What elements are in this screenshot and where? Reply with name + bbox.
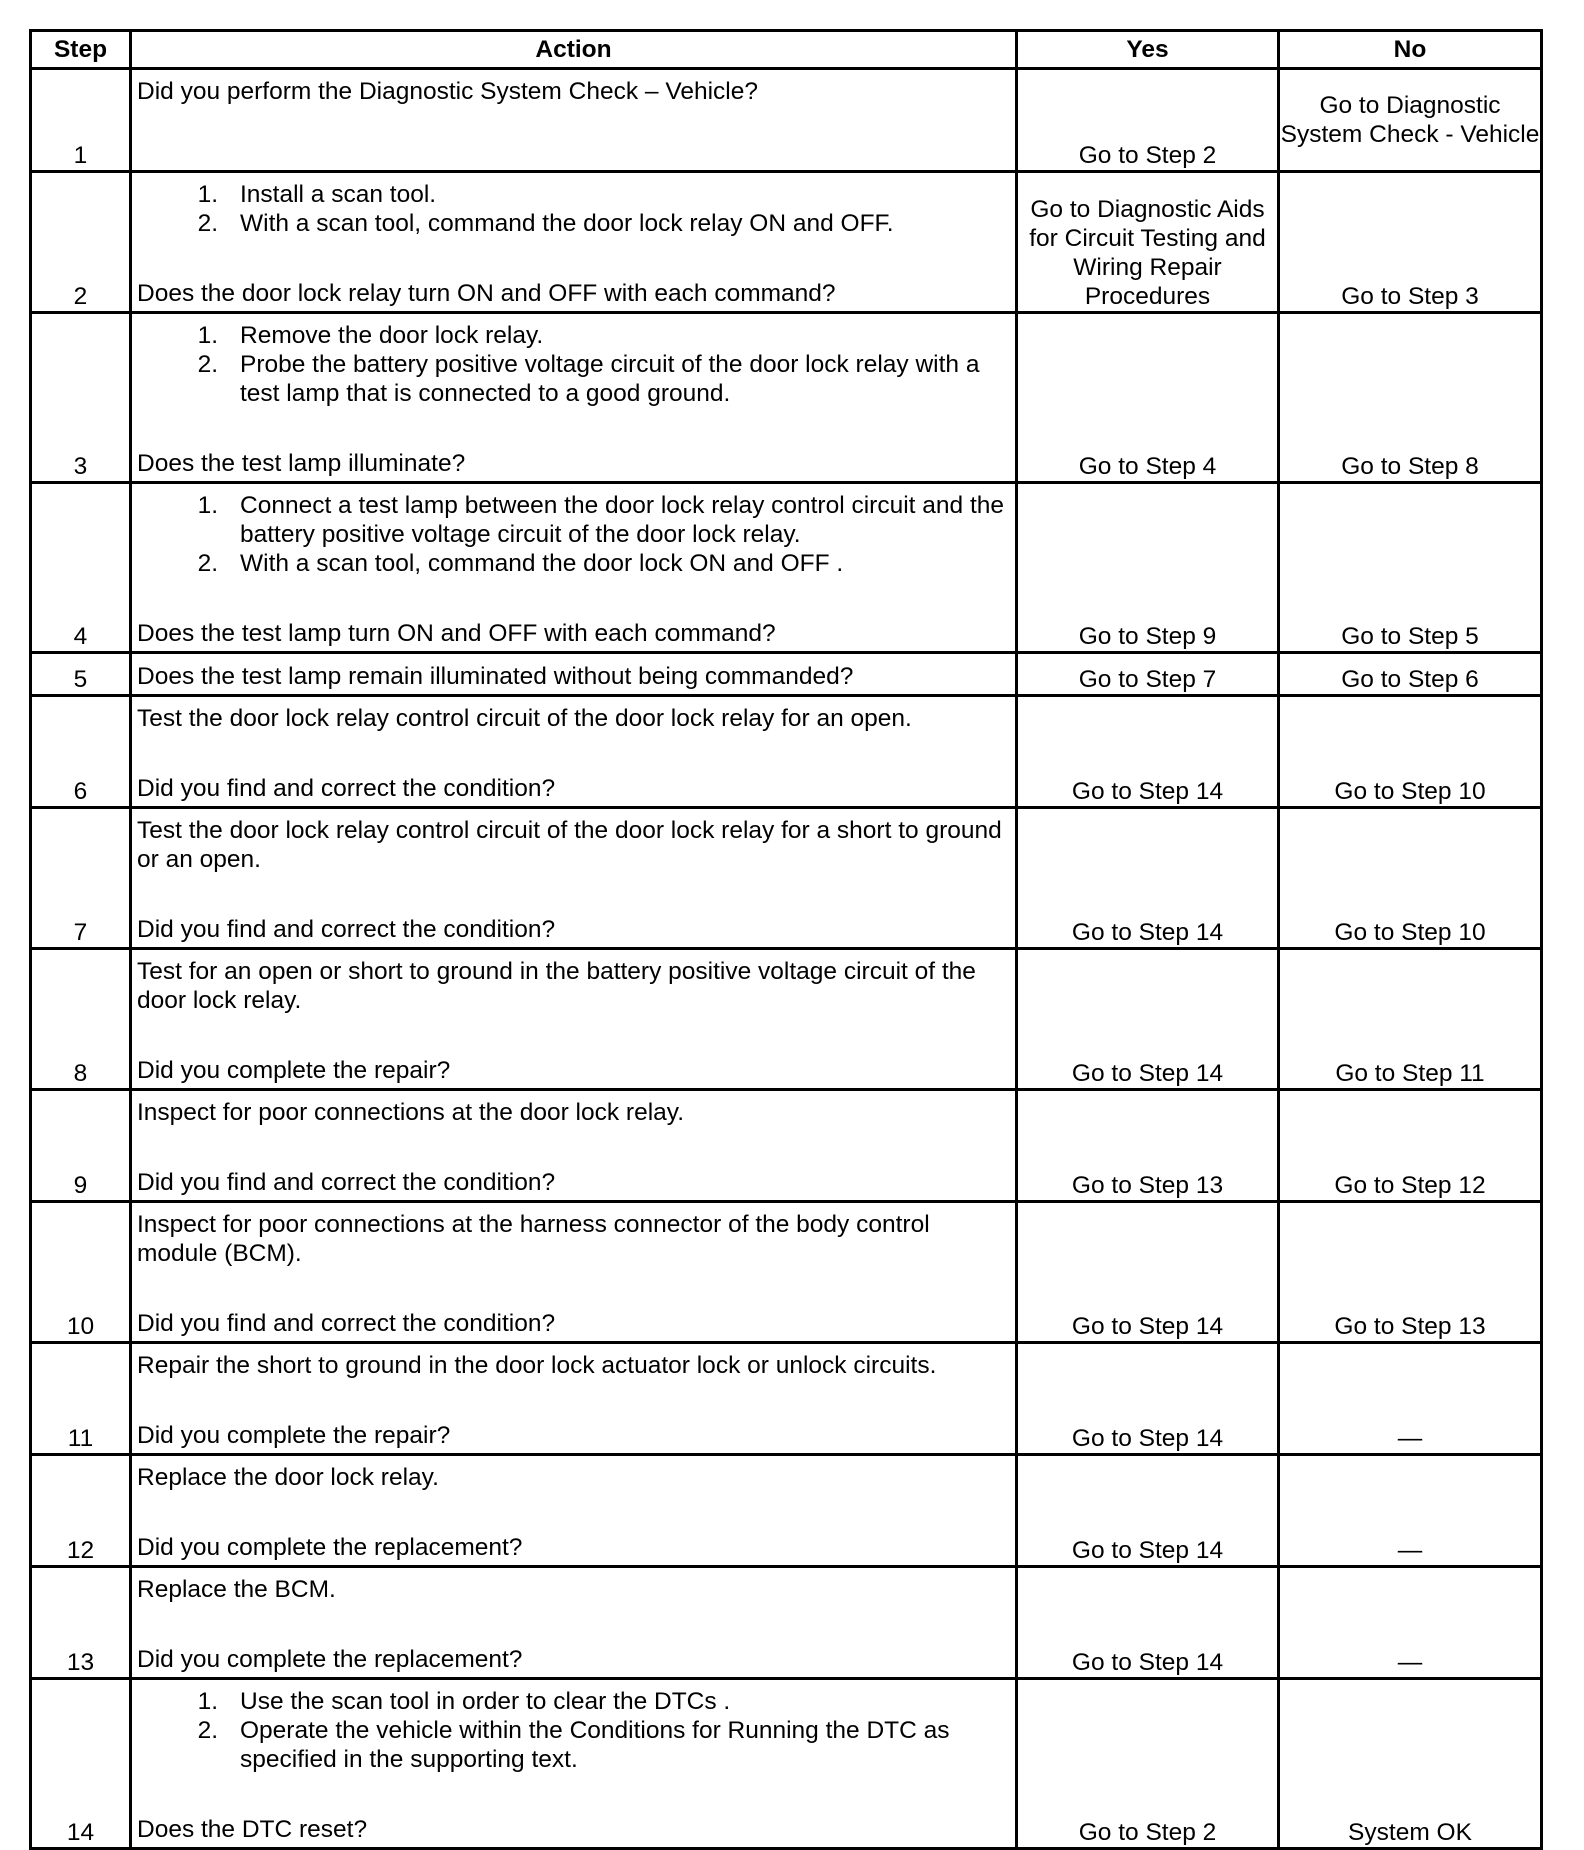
action-cell xyxy=(131,1090,1017,1202)
yes-result: Go to Step 13 xyxy=(1017,1090,1279,1202)
diagnostic-table xyxy=(29,29,1543,1850)
action-question: Did you complete the replacement? xyxy=(137,1534,523,1561)
action-content xyxy=(132,176,1015,311)
list-item-number: 1. xyxy=(197,322,218,349)
yes-result: Go to Step 14 xyxy=(1017,1343,1279,1455)
action-cell xyxy=(131,1455,1017,1567)
action-cell xyxy=(131,172,1017,313)
list-item-text: Install a scan tool. xyxy=(240,181,437,208)
action-content xyxy=(132,953,1015,1088)
action-cell xyxy=(131,1202,1017,1343)
action-content xyxy=(132,700,1015,806)
action-instructions xyxy=(137,1575,1007,1604)
no-result: Go to Step 12 xyxy=(1279,1090,1542,1202)
action-content xyxy=(132,317,1015,481)
list-item-number: 2. xyxy=(197,550,218,577)
list-item xyxy=(137,549,1007,578)
action-content xyxy=(132,1571,1015,1677)
yes-result: Go to Step 14 xyxy=(1017,696,1279,808)
yes-result: Go to Step 14 xyxy=(1017,1202,1279,1343)
action-steps-list xyxy=(137,180,1007,238)
action-content xyxy=(132,1459,1015,1565)
list-item-text: Probe the battery positive voltage circuit of the door lock relay with a test lamp that is connected to a good ground. xyxy=(240,351,980,407)
action-instructions xyxy=(137,1351,1007,1380)
step-number: 9 xyxy=(31,1090,131,1202)
action-instructions xyxy=(137,1098,1007,1127)
step-number: 10 xyxy=(31,1202,131,1343)
list-item-text: Use the scan tool in order to clear the DTCs . xyxy=(240,1688,731,1715)
step-number: 1 xyxy=(31,69,131,172)
action-instructions xyxy=(137,491,1007,578)
step-number: 2 xyxy=(31,172,131,313)
action-steps-list xyxy=(137,491,1007,578)
action-question: Does the test lamp remain illuminated without being commanded? xyxy=(137,663,854,690)
list-item-number: 1. xyxy=(197,492,218,519)
action-cell xyxy=(131,696,1017,808)
action-text: Inspect for poor connections at the harness connector of the body control module (BCM). xyxy=(137,1211,930,1267)
action-content xyxy=(132,73,1015,170)
action-cell xyxy=(131,653,1017,696)
list-item xyxy=(137,209,1007,238)
action-cell xyxy=(131,1343,1017,1455)
table-row xyxy=(31,172,1542,313)
action-content xyxy=(132,657,1015,694)
header-no: No xyxy=(1279,31,1542,69)
action-cell xyxy=(131,69,1017,172)
action-question: Did you find and correct the condition? xyxy=(137,1310,556,1337)
step-number: 6 xyxy=(31,696,131,808)
action-instructions xyxy=(137,704,1007,733)
list-item-number: 1. xyxy=(197,181,218,208)
yes-result: Go to Step 14 xyxy=(1017,1455,1279,1567)
no-result: Go to Step 8 xyxy=(1279,313,1542,483)
action-content xyxy=(132,1683,1015,1847)
action-question: Did you find and correct the condition? xyxy=(137,916,556,943)
no-result: Go to Step 13 xyxy=(1279,1202,1542,1343)
list-item-number: 2. xyxy=(197,210,218,237)
action-question: Does the test lamp illuminate? xyxy=(137,450,466,477)
action-cell xyxy=(131,313,1017,483)
list-item-text: With a scan tool, command the door lock ON and OFF . xyxy=(240,550,844,577)
no-result: Go to Diagnostic System Check - Vehicle xyxy=(1279,69,1542,172)
yes-result: Go to Step 9 xyxy=(1017,483,1279,653)
action-instructions xyxy=(137,180,1007,238)
list-item xyxy=(137,491,1007,549)
no-result: — xyxy=(1279,1343,1542,1455)
table-body xyxy=(31,69,1542,1849)
action-question: Did you complete the repair? xyxy=(137,1057,451,1084)
list-item-number: 2. xyxy=(197,1717,218,1744)
header-yes: Yes xyxy=(1017,31,1279,69)
action-content xyxy=(132,487,1015,651)
action-question: Did you complete the repair? xyxy=(137,1422,451,1449)
action-text: Replace the BCM. xyxy=(137,1576,336,1603)
list-item xyxy=(137,321,1007,350)
list-item xyxy=(137,180,1007,209)
action-question: Did you complete the replacement? xyxy=(137,1646,523,1673)
yes-result: Go to Step 4 xyxy=(1017,313,1279,483)
table-row xyxy=(31,808,1542,949)
step-number: 13 xyxy=(31,1567,131,1679)
action-text: Test for an open or short to ground in the battery positive voltage circuit of the door lock relay. xyxy=(137,958,976,1014)
list-item-text: Operate the vehicle within the Conditions for Running the DTC as specified in the supporting text. xyxy=(240,1717,950,1773)
no-result: Go to Step 5 xyxy=(1279,483,1542,653)
list-item-number: 2. xyxy=(197,351,218,378)
action-instructions xyxy=(137,1463,1007,1492)
no-result: — xyxy=(1279,1455,1542,1567)
action-content xyxy=(132,812,1015,947)
action-question: Did you find and correct the condition? xyxy=(137,1169,556,1196)
action-steps-list xyxy=(137,1687,1007,1774)
step-number: 5 xyxy=(31,653,131,696)
list-item-text: Connect a test lamp between the door lock relay control circuit and the battery positive voltage circuit of the door lock relay. xyxy=(240,492,1004,548)
table-row xyxy=(31,1202,1542,1343)
table-row xyxy=(31,653,1542,696)
header-step: Step xyxy=(31,31,131,69)
action-text: Test the door lock relay control circuit of the door lock relay for a short to ground or an open. xyxy=(137,817,1002,873)
no-result: Go to Step 10 xyxy=(1279,696,1542,808)
header-action: Action xyxy=(131,31,1017,69)
no-result: Go to Step 3 xyxy=(1279,172,1542,313)
table-row xyxy=(31,1343,1542,1455)
step-number: 14 xyxy=(31,1679,131,1849)
no-result: Go to Step 11 xyxy=(1279,949,1542,1090)
table-row xyxy=(31,949,1542,1090)
action-text: Inspect for poor connections at the door lock relay. xyxy=(137,1099,685,1126)
action-text: Did you perform the Diagnostic System Check – Vehicle? xyxy=(137,78,758,105)
list-item xyxy=(137,350,1007,408)
step-number: 3 xyxy=(31,313,131,483)
action-cell xyxy=(131,1679,1017,1849)
no-result: Go to Step 10 xyxy=(1279,808,1542,949)
step-number: 11 xyxy=(31,1343,131,1455)
action-text: Test the door lock relay control circuit of the door lock relay for an open. xyxy=(137,705,912,732)
list-item-number: 1. xyxy=(197,1688,218,1715)
yes-result: Go to Step 14 xyxy=(1017,949,1279,1090)
action-cell xyxy=(131,1567,1017,1679)
table-row xyxy=(31,1679,1542,1849)
step-number: 4 xyxy=(31,483,131,653)
step-number: 8 xyxy=(31,949,131,1090)
no-result: Go to Step 6 xyxy=(1279,653,1542,696)
action-question: Does the test lamp turn ON and OFF with each command? xyxy=(137,620,776,647)
action-text: Replace the door lock relay. xyxy=(137,1464,439,1491)
list-item xyxy=(137,1687,1007,1716)
header-row xyxy=(31,31,1542,69)
table-row xyxy=(31,1455,1542,1567)
action-question: Does the DTC reset? xyxy=(137,1816,368,1843)
action-text: Repair the short to ground in the door lock actuator lock or unlock circuits. xyxy=(137,1352,937,1379)
action-instructions xyxy=(137,816,1007,874)
table-row xyxy=(31,313,1542,483)
table-row xyxy=(31,69,1542,172)
step-number: 7 xyxy=(31,808,131,949)
yes-result: Go to Step 2 xyxy=(1017,1679,1279,1849)
action-cell xyxy=(131,949,1017,1090)
action-steps-list xyxy=(137,321,1007,408)
action-content xyxy=(132,1206,1015,1341)
yes-result: Go to Step 14 xyxy=(1017,1567,1279,1679)
action-instructions xyxy=(137,1210,1007,1268)
table-row xyxy=(31,1090,1542,1202)
list-item-text: With a scan tool, command the door lock relay ON and OFF. xyxy=(240,210,894,237)
list-item xyxy=(137,1716,1007,1774)
action-instructions xyxy=(137,77,1007,106)
yes-result: Go to Step 7 xyxy=(1017,653,1279,696)
action-question: Did you find and correct the condition? xyxy=(137,775,556,802)
action-content xyxy=(132,1347,1015,1453)
action-content xyxy=(132,1094,1015,1200)
action-instructions xyxy=(137,321,1007,408)
no-result: System OK xyxy=(1279,1679,1542,1849)
yes-result: Go to Step 14 xyxy=(1017,808,1279,949)
table-row xyxy=(31,1567,1542,1679)
yes-result: Go to Step 2 xyxy=(1017,69,1279,172)
action-instructions xyxy=(137,1687,1007,1774)
yes-result: Go to Diagnostic Aids for Circuit Testing and Wiring Repair Procedures xyxy=(1017,172,1279,313)
action-question: Does the door lock relay turn ON and OFF with each command? xyxy=(137,280,836,307)
no-result: — xyxy=(1279,1567,1542,1679)
step-number: 12 xyxy=(31,1455,131,1567)
table-row xyxy=(31,483,1542,653)
action-cell xyxy=(131,483,1017,653)
action-cell xyxy=(131,808,1017,949)
table-row xyxy=(31,696,1542,808)
action-instructions xyxy=(137,957,1007,1015)
list-item-text: Remove the door lock relay. xyxy=(240,322,544,349)
